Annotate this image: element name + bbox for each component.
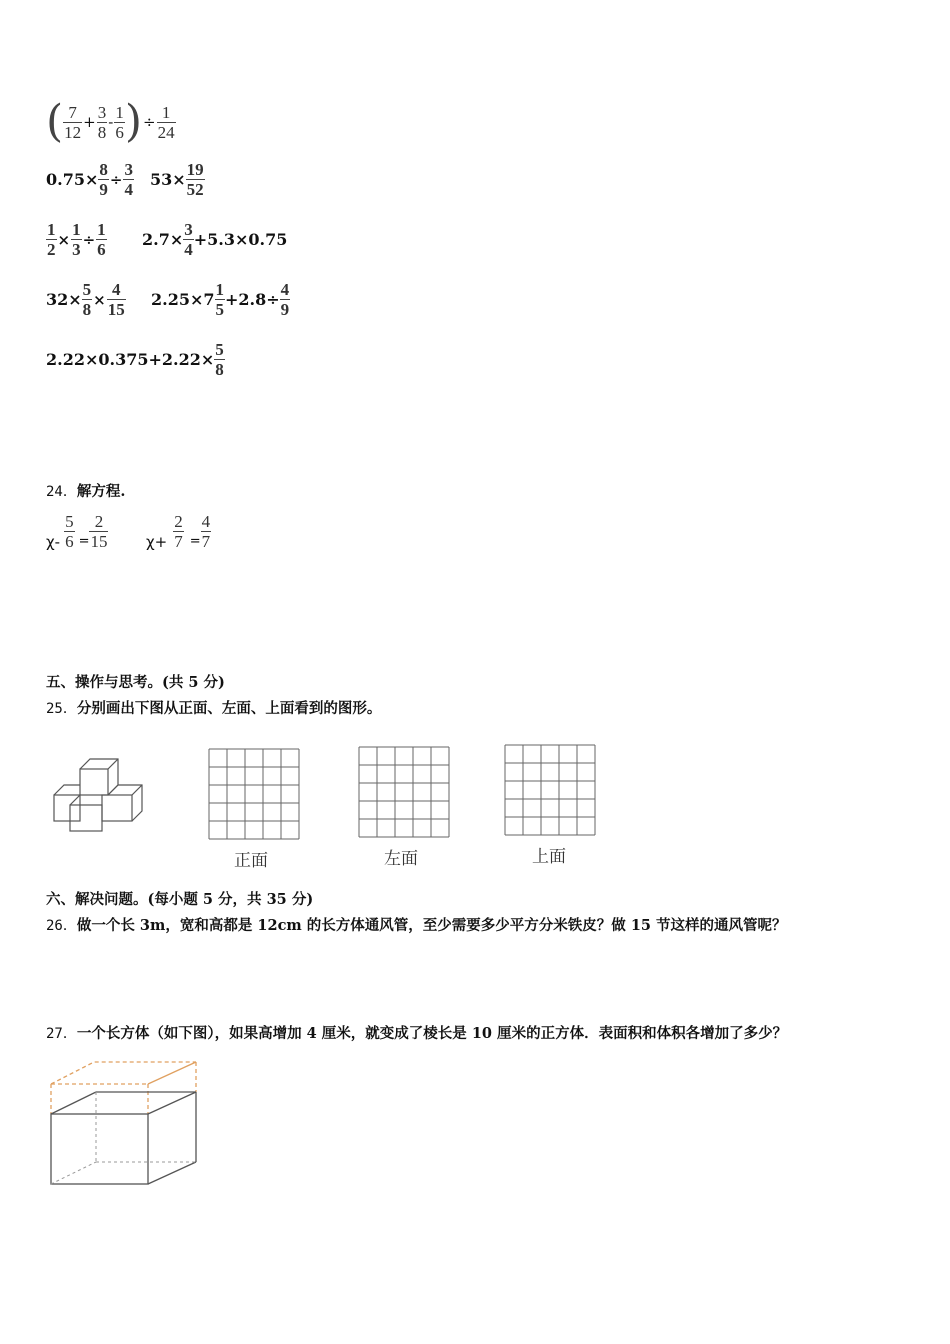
operator: × (57, 230, 71, 249)
question-26 (46, 914, 787, 935)
front-view-grid[interactable] (208, 748, 300, 840)
fraction: $\frac{5}{6}$ (65, 512, 74, 551)
fraction: $\frac{4}{15}$ (107, 280, 125, 319)
question-text: 解方程. (76, 483, 126, 500)
question-27 (46, 1022, 787, 1043)
fraction: $\frac{8}{9}$ (99, 160, 108, 199)
operator: × (93, 290, 106, 309)
right-paren: ) (124, 96, 142, 147)
calc-expression-6 (46, 280, 126, 319)
question-25 (46, 697, 381, 718)
fraction: $\frac{1}{5}$ (215, 280, 225, 319)
operator: + (83, 113, 96, 131)
question-number: 24． (46, 484, 77, 500)
fraction: $\frac{3}{4}$ (124, 160, 133, 199)
calc-expression-2 (46, 160, 134, 199)
question-24-title (46, 480, 125, 501)
question-number: 27． (46, 1026, 77, 1042)
question-number: 26． (46, 918, 77, 934)
expr-text: 2.25×7 (151, 290, 215, 309)
operator: ÷ (109, 170, 123, 189)
fraction: $\frac{1}{24}$ (157, 102, 175, 142)
left-view-grid[interactable] (358, 746, 450, 838)
left-paren: ( (46, 96, 64, 147)
top-view-grid[interactable] (504, 744, 596, 836)
calc-expression-1 (46, 96, 176, 147)
question-number: 25． (46, 701, 77, 717)
section-6-title: 六、解决问题。(每小题 5 分，共 35 分) (46, 891, 314, 908)
expr-text: 2.7× (142, 230, 184, 249)
expr-text: +5.3×0.75 (193, 230, 288, 249)
fraction: $\frac{19}{52}$ (186, 160, 204, 199)
fraction: $\frac{1}{6}$ (115, 102, 124, 142)
operator: - (108, 113, 114, 131)
fraction: $\frac{3}{8}$ (97, 102, 107, 142)
variable-term: χ+ (146, 532, 168, 551)
fraction: $\frac{1}{2}$ (47, 220, 56, 259)
equals-sign: = (189, 534, 201, 549)
expr-text: 32× (46, 290, 82, 309)
question-text: 分别画出下图从正面、左面、上面看到的图形。 (76, 700, 382, 717)
equation-1 (46, 512, 108, 551)
fraction: $\frac{4}{9}$ (280, 280, 290, 319)
top-view-label: 上面 (532, 847, 566, 867)
left-view-label: 左面 (384, 849, 418, 869)
fraction: $\frac{1}{3}$ (72, 220, 81, 259)
fraction: $\frac{5}{8}$ (215, 340, 224, 379)
fraction: $\frac{2}{15}$ (90, 512, 108, 551)
calc-expression-8 (46, 340, 225, 379)
fraction: $\frac{5}{8}$ (82, 280, 92, 319)
calc-expression-5 (142, 220, 287, 259)
expr-text: 2.22×0.375+2.22× (46, 350, 215, 369)
cuboid-figure (46, 1058, 202, 1188)
calc-expression-4 (46, 220, 107, 259)
section-5-title: 五、操作与思考。(共 5 分) (46, 674, 225, 691)
calc-expression-7 (151, 280, 290, 319)
equals-sign: = (78, 534, 90, 549)
question-text: 做一个长 3m，宽和高都是 12cm 的长方体通风管，至少需要多少平方分米铁皮？做 15 节这样的通风管呢？ (76, 917, 787, 934)
operator: ÷ (82, 230, 96, 249)
cube-stack-figure (50, 755, 148, 835)
equation-2 (146, 512, 211, 551)
fraction: $\frac{4}{7}$ (201, 512, 211, 551)
expr-text: 53× (150, 170, 186, 189)
expr-text: +2.8÷ (225, 290, 280, 309)
calc-expression-3 (150, 160, 205, 199)
fraction: $\frac{1}{6}$ (97, 220, 106, 259)
question-text: 一个长方体（如下图），如果高增加 4 厘米，就变成了棱长是 10 厘米的正方体．表面积和体积各增加了多少？ (76, 1025, 788, 1042)
fraction: $\frac{3}{4}$ (184, 220, 193, 259)
expr-text: 0.75× (46, 170, 99, 189)
operator: ÷ (143, 113, 156, 131)
variable-term: χ- (46, 532, 61, 551)
fraction: $\frac{7}{12}$ (64, 102, 82, 142)
front-view-label: 正面 (234, 851, 268, 871)
fraction: $\frac{2}{7}$ (174, 512, 183, 551)
